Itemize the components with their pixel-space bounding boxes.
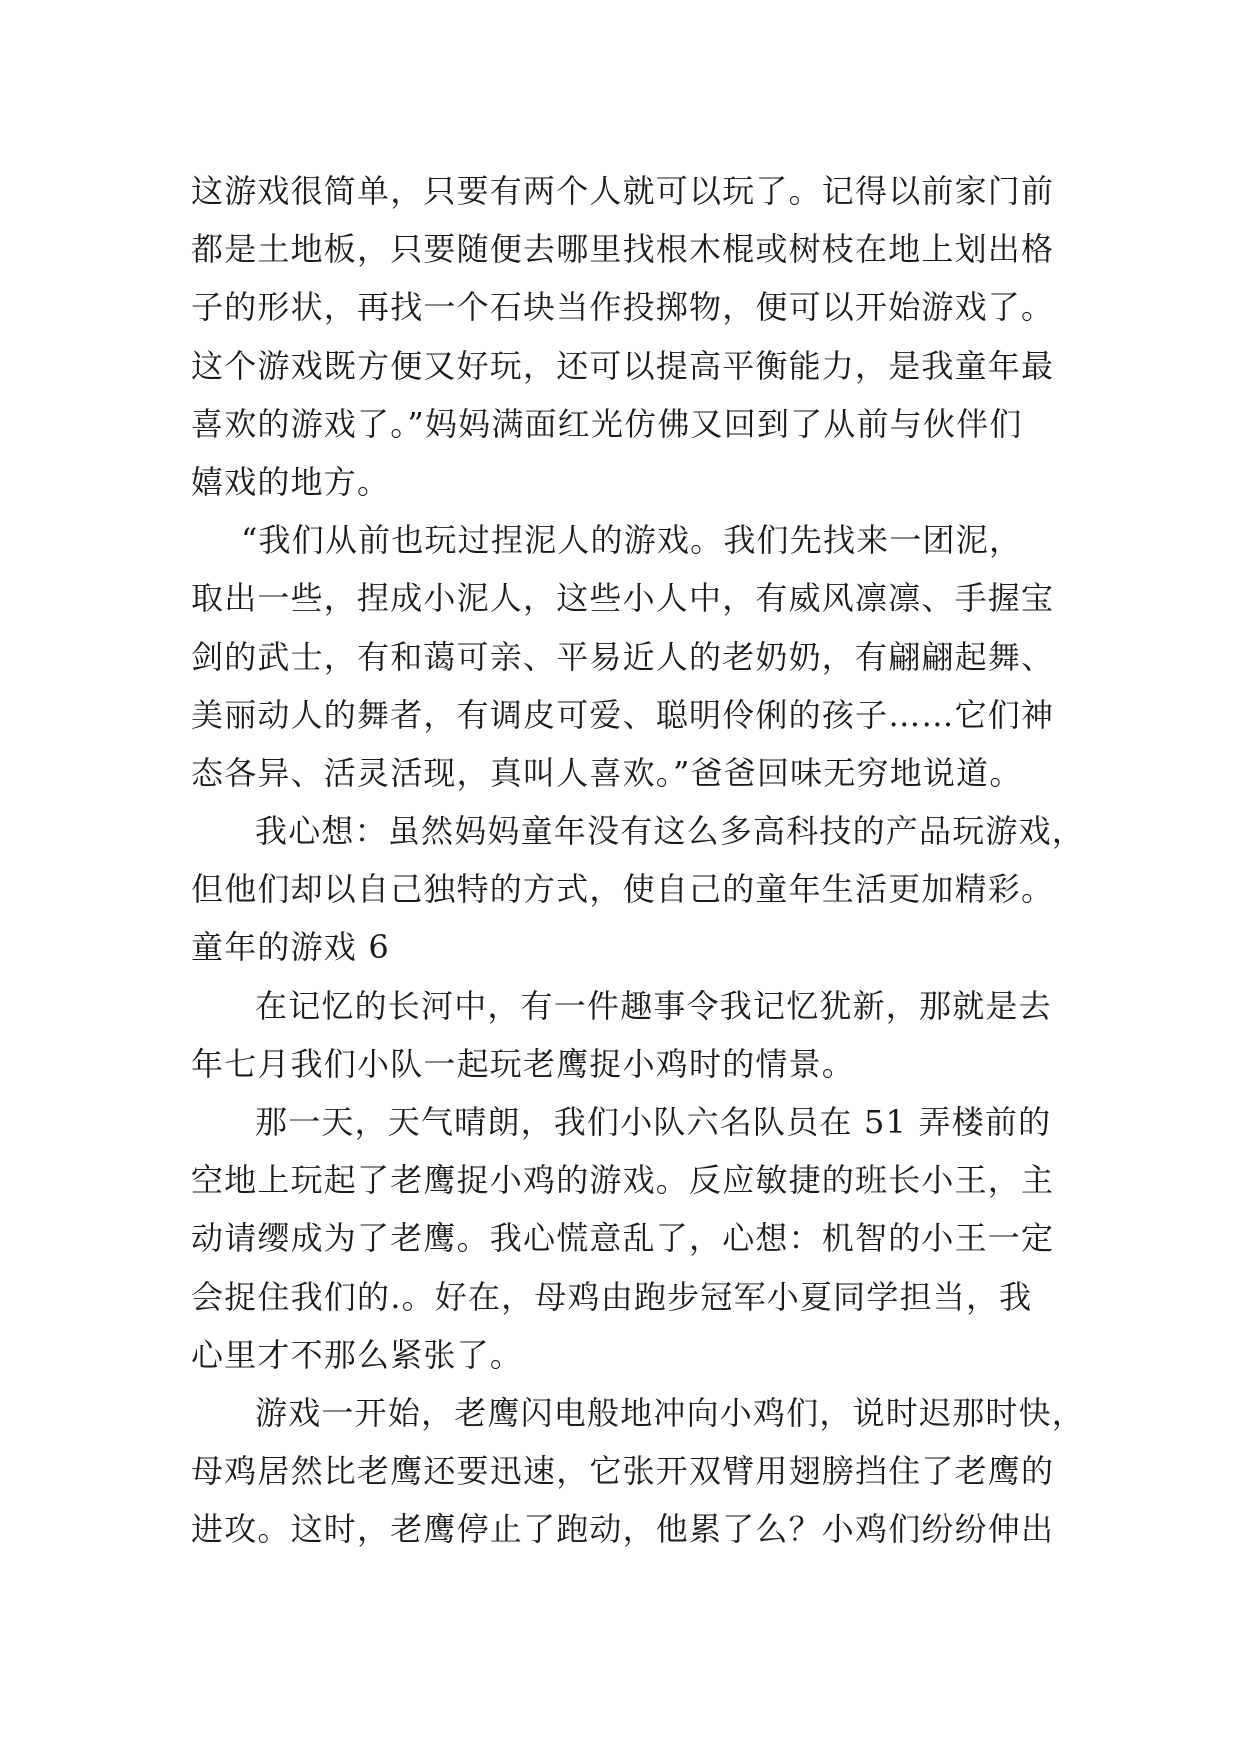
paragraph-first-line: 游戏一开始，老鹰闪电般地冲向小鸡们，说时迟那时快， <box>255 1393 1086 1432</box>
paragraph-first-line: 那一天，天气晴朗，我们小队六名队员在 51 弄楼前的 <box>255 1103 1052 1141</box>
text-line: 剑的武士，有和蔼可亲、平易近人的老奶奶，有翩翩起舞、 <box>191 637 1055 676</box>
section-heading: 童年的游戏 6 <box>191 928 390 967</box>
text-line: 都是土地板，只要随便去哪里找根木棍或树枝在地上划出格 <box>191 230 1055 269</box>
paragraph-first-line: “我们从前也玩过捏泥人的游戏。我们先找来一团泥， <box>241 521 1023 560</box>
text-line: 空地上玩起了老鹰捉小鸡的游戏。反应敏捷的班长小王，主 <box>191 1161 1055 1200</box>
text-line: 嬉戏的地方。 <box>191 462 391 501</box>
text-line: 会捉住我们的.。好在，母鸡由跑步冠军小夏同学担当，我 <box>191 1277 1033 1316</box>
text-line: 母鸡居然比老鹰还要迅速，它张开双臂用翅膀挡住了老鹰的 <box>191 1452 1055 1491</box>
text-line: 取出一些，捏成小泥人，这些小人中，有威风凛凛、手握宝 <box>191 579 1055 618</box>
text-line: 动请缨成为了老鹰。我心慌意乱了，心想：机智的小王一定 <box>191 1219 1055 1258</box>
text-line: 美丽动人的舞者，有调皮可爱、聪明伶俐的孩子……它们神 <box>191 695 1055 734</box>
document-body <box>191 162 1086 1559</box>
text-line: 喜欢的游戏了。”妈妈满面红光仿佛又回到了从前与伙伴们 <box>191 404 1023 443</box>
text-line: 进攻。这时，老鹰停止了跑动，他累了么？小鸡们纷纷伸出 <box>191 1510 1055 1549</box>
text-line: 年七月我们小队一起玩老鹰捉小鸡时的情景。 <box>191 1044 856 1083</box>
paragraph-first-line: 在记忆的长河中，有一件趣事令我记忆犹新，那就是去 <box>255 986 1052 1025</box>
text-line: 这个游戏既方便又好玩，还可以提高平衡能力，是我童年最 <box>191 346 1055 385</box>
text-line: 这游戏很简单，只要有两个人就可以玩了。记得以前家门前 <box>191 172 1055 210</box>
text-line: 但他们却以自己独特的方式，使自己的童年生活更加精彩。 <box>191 870 1055 909</box>
text-line: 心里才不那么紧张了。 <box>191 1335 524 1374</box>
text-line: 子的形状，再找一个石块当作投掷物，便可以开始游戏了。 <box>191 288 1055 327</box>
text-line: 态各异、活灵活现，真叫人喜欢。”爸爸回味无穷地说道。 <box>191 753 1023 792</box>
paragraph-first-line: 我心想：虽然妈妈童年没有这么多高科技的产品玩游戏， <box>255 812 1086 851</box>
